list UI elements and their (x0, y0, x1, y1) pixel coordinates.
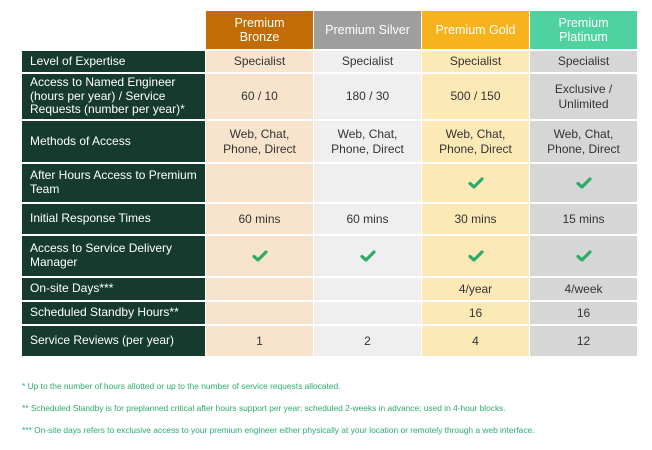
tier-name: Premium Bronze (234, 15, 285, 44)
cell-value: Web, Chat, Phone, Direct (331, 127, 404, 156)
table-cell (530, 278, 637, 300)
cell-value: Web, Chat, Phone, Direct (547, 127, 620, 156)
cell-value: 16 (576, 305, 591, 320)
table-cell (314, 74, 421, 119)
table-cell (530, 51, 637, 72)
table-cell (422, 326, 529, 356)
footnote: ** Scheduled Standby is for preplanned critical after hours support per year; scheduled 2-weeks in advance; used in 4-hour blocks. (22, 403, 506, 413)
table-cell (206, 204, 313, 234)
cell-value: 60 / 10 (241, 89, 278, 104)
table-cell (530, 236, 637, 276)
cell-value: 60 mins (238, 211, 281, 226)
check-icon (468, 177, 484, 189)
row-label: Access to Service Delivery Manager (22, 236, 205, 276)
table-cell (206, 236, 313, 276)
cell-value: Web, Chat, Phone, Direct (223, 127, 296, 156)
tier-name: Premium Platinum (558, 15, 609, 44)
table-cell (314, 164, 421, 202)
row-label: On-site Days*** (22, 278, 205, 300)
table-cell (206, 121, 313, 162)
table-cell (422, 278, 529, 300)
table-cell (530, 121, 637, 162)
table-cell (314, 236, 421, 276)
footnote: * Up to the number of hours allotted or up to the number of service requests allocated. (22, 381, 341, 391)
tier-header (206, 11, 313, 49)
table-cell (422, 204, 529, 234)
cell-value: 16 (468, 305, 483, 320)
cell-value: Specialist (233, 54, 286, 69)
check-icon (576, 250, 592, 262)
row-label: Methods of Access (22, 121, 205, 162)
tier-header (530, 11, 637, 49)
row-label: Service Reviews (per year) (22, 326, 205, 356)
cell-value: 4/year (458, 281, 493, 296)
table-cell (422, 236, 529, 276)
tier-name: Premium Silver (325, 22, 410, 37)
table-cell (422, 121, 529, 162)
table-cell (314, 302, 421, 324)
table-cell (314, 121, 421, 162)
table-cell (422, 51, 529, 72)
footnote: *** On-site days refers to exclusive access to your premium engineer either physically at your location or remotely through a web interface. (22, 425, 535, 435)
table-cell (206, 278, 313, 300)
row-label: After Hours Access to Premium Team (22, 164, 205, 202)
cell-value: Exclusive / Unlimited (554, 82, 613, 111)
table-cell (206, 51, 313, 72)
row-label: Access to Named Engineer (hours per year) / Service Requests (number per year)* (22, 74, 205, 119)
cell-value: Specialist (557, 54, 610, 69)
table-cell (206, 302, 313, 324)
table-corner (22, 11, 205, 49)
row-label: Scheduled Standby Hours** (22, 302, 205, 324)
row-label: Level of Expertise (22, 51, 205, 72)
row-label: Initial Response Times (22, 204, 205, 234)
table-cell (314, 51, 421, 72)
cell-value: 4/week (564, 281, 603, 296)
cell-value: 2 (364, 333, 371, 348)
cell-value: 4 (472, 333, 479, 348)
cell-value: 500 / 150 (450, 89, 501, 104)
cell-value: 60 mins (346, 211, 389, 226)
table-cell (206, 164, 313, 202)
footnotes (22, 381, 642, 447)
comparison-table (22, 11, 637, 356)
check-icon (576, 177, 592, 189)
table-cell (206, 74, 313, 119)
tier-header (422, 11, 529, 49)
table-cell (314, 326, 421, 356)
check-icon (360, 250, 376, 262)
table-cell (530, 204, 637, 234)
table-cell (422, 164, 529, 202)
table-cell (422, 302, 529, 324)
tier-name: Premium Gold (435, 22, 516, 37)
cell-value: 180 / 30 (345, 89, 390, 104)
table-cell (314, 204, 421, 234)
cell-value: Web, Chat, Phone, Direct (439, 127, 512, 156)
tier-header (314, 11, 421, 49)
cell-value: 15 mins (562, 211, 605, 226)
table-cell (314, 278, 421, 300)
cell-value: 12 (576, 333, 591, 348)
check-icon (468, 250, 484, 262)
cell-value: Specialist (449, 54, 502, 69)
check-icon (252, 250, 268, 262)
cell-value: Specialist (341, 54, 394, 69)
table-cell (530, 164, 637, 202)
cell-value: 1 (256, 333, 263, 348)
table-cell (530, 74, 637, 119)
table-cell (530, 326, 637, 356)
table-cell (422, 74, 529, 119)
table-cell (530, 302, 637, 324)
cell-value: 30 mins (454, 211, 497, 226)
table-cell (206, 326, 313, 356)
